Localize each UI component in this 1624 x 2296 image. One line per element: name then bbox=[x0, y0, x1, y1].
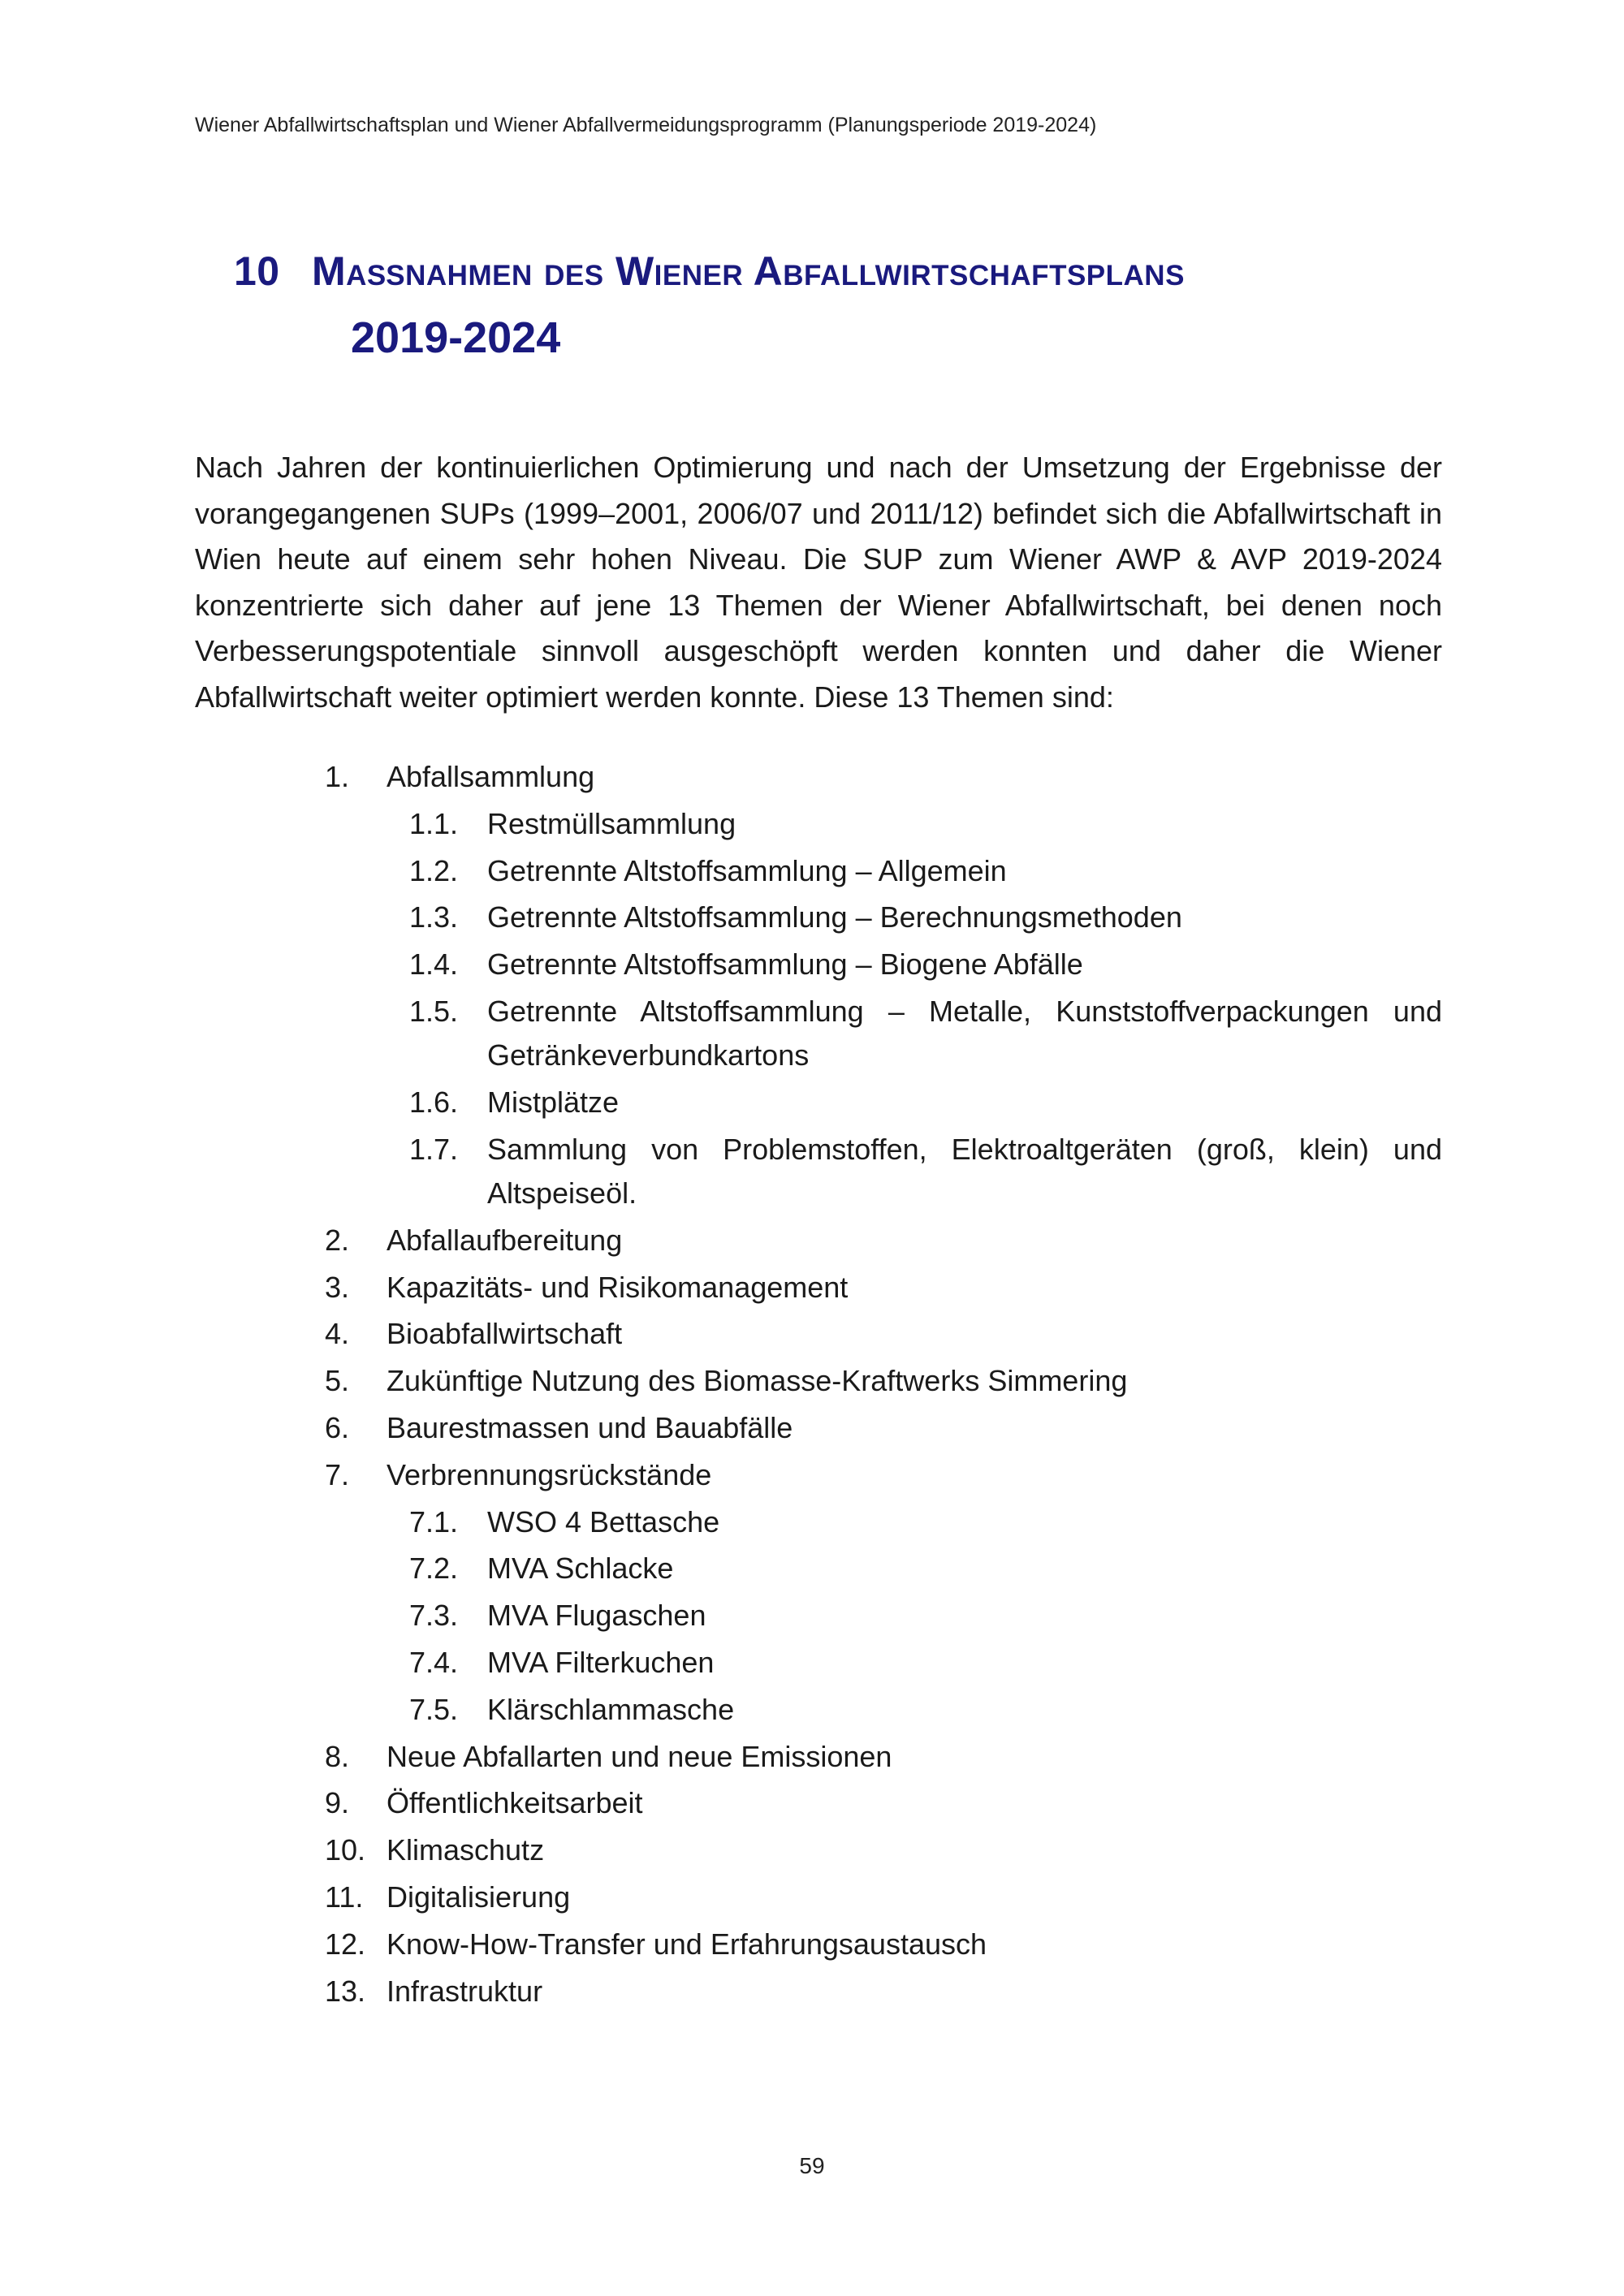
chapter-number: 10 bbox=[234, 248, 280, 294]
list-item-label: Abfallaufbereitung bbox=[387, 1223, 623, 1257]
list-item-number: 7. bbox=[325, 1457, 350, 1491]
chapter-heading bbox=[234, 248, 1185, 363]
running-header: Wiener Abfallwirtschaftsplan und Wiener Abfallvermeidungsprogramm (Planungsperiode 2019-2024) bbox=[195, 114, 1097, 136]
list-item bbox=[325, 1921, 1442, 1968]
topic-list bbox=[325, 753, 1442, 2014]
list-item bbox=[325, 1357, 1442, 1405]
list-item-number: 10. bbox=[325, 1833, 366, 1867]
sub-list-item bbox=[409, 1592, 1442, 1639]
list-item bbox=[325, 1827, 1442, 1874]
list-item-label: Zukünftige Nutzung des Biomasse-Kraftwerks Simmering bbox=[387, 1364, 1128, 1398]
sub-list-item bbox=[409, 1639, 1442, 1686]
list-item-number: 1. bbox=[325, 760, 350, 793]
list-item-number: 2. bbox=[325, 1223, 350, 1257]
list-item-label: Digitalisierung bbox=[387, 1880, 571, 1914]
list-item-number: 5. bbox=[325, 1364, 350, 1398]
sub-list-item-label: Getrennte Altstoffsammlung – Biogene Abfälle bbox=[487, 947, 1083, 982]
sub-list-item-number: 7.2. bbox=[409, 1552, 459, 1586]
list-item-label: Klimaschutz bbox=[387, 1833, 545, 1867]
sub-list-item-label: MVA Filterkuchen bbox=[487, 1645, 715, 1679]
list-item-label: Bioabfallwirtschaft bbox=[387, 1317, 623, 1351]
sub-list-item-label: Getrennte Altstoffsammlung – Berechnungsmethoden bbox=[487, 900, 1182, 934]
list-item bbox=[325, 1968, 1442, 2015]
sub-list-item-number: 1.4. bbox=[409, 947, 459, 982]
sub-list-item-number: 1.5. bbox=[409, 994, 459, 1028]
sub-list-item-label: MVA Schlacke bbox=[487, 1552, 674, 1586]
list-item-label: Infrastruktur bbox=[387, 1974, 543, 2008]
sub-list-item-number: 1.6. bbox=[409, 1085, 459, 1119]
list-item-number: 6. bbox=[325, 1410, 350, 1444]
chapter-title-year: 2019-2024 bbox=[351, 313, 561, 362]
sub-list-item-number: 1.1. bbox=[409, 806, 459, 840]
list-item-label: Baurestmassen und Bauabfälle bbox=[387, 1410, 793, 1444]
list-item-number: 3. bbox=[325, 1270, 350, 1304]
list-item bbox=[325, 1733, 1442, 1780]
list-item bbox=[325, 1264, 1442, 1311]
list-item-number: 9. bbox=[325, 1786, 350, 1820]
list-item-number: 8. bbox=[325, 1739, 350, 1773]
list-item-label: Neue Abfallarten und neue Emissionen bbox=[387, 1739, 892, 1773]
sub-list-item bbox=[409, 801, 1442, 848]
intro-paragraph: Nach Jahren der kontinuierlichen Optimierung und nach der Umsetzung der Ergebnisse der vorangegangenen SUPs (1999–2001, 2006/07 und 2011/12) befindet sich die Abfallwirtschaft in Wien heute auf einem sehr hohen Niveau. Die SUP zum Wiener AWP & AVP 2019-2024 konzentrierte sich daher auf jene 13 Themen der Wiener Abfallwirtschaft, bei denen noch Verbesserungspotentiale sinnvoll ausgeschöpft werden konnten und daher die Wiener Abfallwirtschaft weiter optimiert werden konnte. Diese 13 Themen sind: bbox=[195, 451, 1442, 714]
list-item-number: 11. bbox=[325, 1880, 364, 1914]
sub-list-item-number: 7.4. bbox=[409, 1645, 459, 1679]
list-item-number: 4. bbox=[325, 1317, 350, 1351]
list-item bbox=[325, 1217, 1442, 1264]
sub-list-item-label: Sammlung von Problemstoffen, Elektroaltgeräten (groß, klein) und Altspeiseöl. bbox=[487, 1132, 1442, 1210]
list-item bbox=[325, 1780, 1442, 1827]
sub-list-item bbox=[409, 941, 1442, 988]
sub-list-item bbox=[409, 1079, 1442, 1126]
list-item-label: Kapazitäts- und Risikomanagement bbox=[387, 1270, 849, 1304]
sub-list-item-number: 1.7. bbox=[409, 1132, 459, 1166]
sub-list-item-number: 7.1. bbox=[409, 1504, 459, 1539]
list-item bbox=[325, 1310, 1442, 1357]
sub-list-item-number: 7.3. bbox=[409, 1599, 459, 1633]
list-item-label: Abfallsammlung bbox=[387, 760, 595, 793]
sub-list-item-label: Restmüllsammlung bbox=[487, 806, 736, 840]
sub-list-item bbox=[409, 988, 1442, 1079]
list-item-label: Know-How-Transfer und Erfahrungsaustausch bbox=[387, 1927, 987, 1961]
sub-list-item-number: 1.2. bbox=[409, 853, 459, 887]
list-item bbox=[325, 1452, 1442, 1499]
sub-list-item-label: Mistplätze bbox=[487, 1085, 620, 1119]
sub-list-item-number: 7.5. bbox=[409, 1692, 459, 1726]
sub-list-item-label: Klärschlammasche bbox=[487, 1692, 735, 1726]
sub-list-item-label: Getrennte Altstoffsammlung – Allgemein bbox=[487, 853, 1007, 887]
sub-list-item-label: Getrennte Altstoffsammlung – Metalle, Kunststoffverpackungen und Getränkeverbundkartons bbox=[487, 994, 1442, 1072]
page-number: 59 bbox=[799, 2153, 825, 2178]
sub-list-item-label: MVA Flugaschen bbox=[487, 1599, 706, 1633]
list-item-number: 13. bbox=[325, 1974, 366, 2008]
sub-list-item bbox=[409, 1499, 1442, 1546]
sub-list-item bbox=[409, 1686, 1442, 1733]
chapter-title: Maßnahmen des Wiener Abfallwirtschaftsplans bbox=[312, 248, 1185, 294]
sub-list-item bbox=[409, 1126, 1442, 1217]
sub-list-item bbox=[409, 848, 1442, 895]
list-item bbox=[325, 753, 1442, 801]
list-item bbox=[325, 1405, 1442, 1452]
list-item-label: Verbrennungsrückstände bbox=[387, 1457, 712, 1491]
list-item bbox=[325, 1874, 1442, 1921]
sub-list-item bbox=[409, 894, 1442, 941]
sub-list-item-number: 1.3. bbox=[409, 900, 459, 934]
list-item-label: Öffentlichkeitsarbeit bbox=[387, 1786, 643, 1820]
list-item-number: 12. bbox=[325, 1927, 366, 1961]
sub-list-item-label: WSO 4 Bettasche bbox=[487, 1504, 720, 1539]
sub-list-item bbox=[409, 1545, 1442, 1592]
